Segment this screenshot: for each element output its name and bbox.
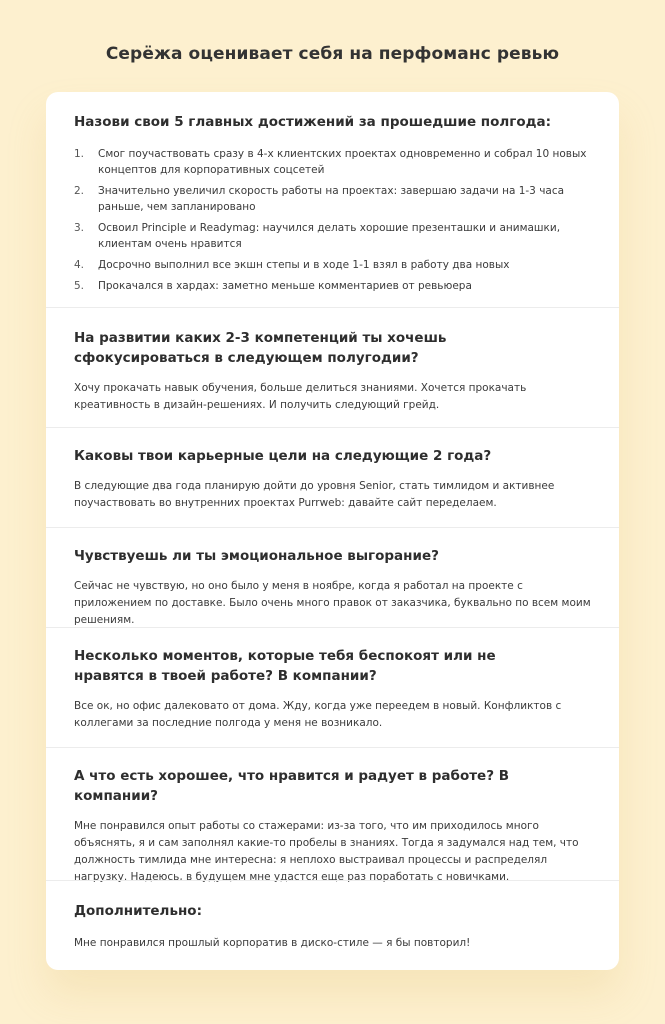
list-item-text: Прокачался в хардах: заметно меньше комментариев от ревьюера xyxy=(98,280,472,292)
list-item-text: Освоил Principle и Readymag: научился делать хорошие презенташки и анимашки, клиентам очень нравится xyxy=(98,222,561,250)
section-heading: На развитии каких 2-3 компетенций ты хочешь сфокусироваться в следующем полугодии? xyxy=(74,330,447,366)
section-heading: Дополнительно: xyxy=(74,903,202,919)
list-item-text: Смог поучаствовать сразу в 4-х клиентских проектах одновременно и собрал 10 новых концептов для корпоративных соцсетей xyxy=(98,148,587,176)
section-heading: Чувствуешь ли ты эмоциональное выгорание? xyxy=(74,548,439,564)
section-answer: Сейчас не чувствую, но оно было у меня в ноябре, когда я работал на проекте с приложением по доставке. Было очень много правок от заказчика, буквально по всем моим решениям. xyxy=(74,580,591,626)
section-concerns xyxy=(46,627,619,747)
list-item xyxy=(74,220,591,252)
review-card xyxy=(46,92,619,970)
list-item-number: 1. xyxy=(74,148,85,160)
section-answer: Хочу прокачать навык обучения, больше делиться знаниями. Хочется прокачать креативность в дизайн-решениях. И получить следующий грейд. xyxy=(74,382,527,411)
list-item xyxy=(74,146,591,178)
section-competencies xyxy=(46,307,619,427)
section-positives xyxy=(46,747,619,883)
list-item-number: 4. xyxy=(74,259,85,271)
page-title: Серёжа оценивает себя на перфоманс ревью xyxy=(105,44,560,64)
section-answer: Все ок, но офис далековато от дома. Жду, когда уже переедем в новый. Конфликтов с коллегами за последние полгода у меня не возникало. xyxy=(74,700,562,729)
achievements-list xyxy=(74,146,591,294)
section-answer: В следующие два года планирую дойти до уровня Senior, стать тимлидом и активнее поучаствовать во внутренних проектах Purrweb: давайте сайт переделаем. xyxy=(74,480,555,509)
section-additional xyxy=(46,880,619,970)
section-career xyxy=(46,427,619,527)
list-item-number: 5. xyxy=(74,280,85,292)
list-item xyxy=(74,183,591,215)
section-achievements xyxy=(46,92,619,307)
section-heading: Каковы твои карьерные цели на следующие 2 года? xyxy=(74,448,492,464)
section-heading: А что есть хорошее, что нравится и радует в работе? В компании? xyxy=(74,768,510,804)
list-item xyxy=(74,278,591,294)
list-item-text: Значительно увеличил скорость работы на проектах: завершаю задачи на 1-3 часа раньше, чем запланировано xyxy=(98,185,565,213)
section-answer: Мне понравился опыт работы со стажерами: из-за того, что им приходилось много объяснять, я и сам заполнял какие-то пробелы в знаниях. Тогда я задумался над тем, что должность тимлида мне интересна: я неплохо выстраивал процессы и распределял нагрузку. Надеюсь, в будущем мне удастся еще раз поработать с новичками. xyxy=(74,820,579,883)
section-answer: Мне понравился прошлый корпоратив в диско-стиле — я бы повторил! xyxy=(74,937,471,949)
section-burnout xyxy=(46,527,619,627)
list-item-text: Досрочно выполнил все экшн степы и в ходе 1-1 взял в работу два новых xyxy=(98,259,510,271)
section-heading: Назови свои 5 главных достижений за прошедшие полгода: xyxy=(74,114,552,130)
list-item-number: 3. xyxy=(74,222,85,234)
list-item-number: 2. xyxy=(74,185,85,197)
section-heading: Несколько моментов, которые тебя беспокоят или не нравятся в твоей работе? В компании? xyxy=(74,648,496,684)
list-item xyxy=(74,257,591,273)
